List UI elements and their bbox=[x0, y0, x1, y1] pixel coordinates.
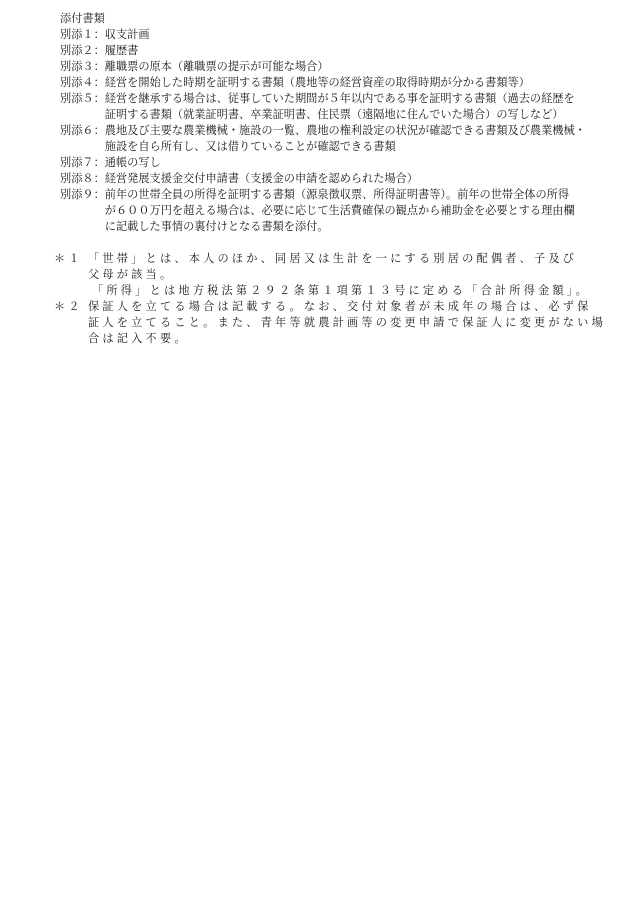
attachments-heading: 添付書類 bbox=[60, 12, 105, 25]
attachment-item bbox=[60, 171, 605, 187]
attachment-item bbox=[60, 75, 605, 91]
attachment-separator: ： bbox=[93, 92, 105, 105]
attachment-separator: ： bbox=[93, 44, 105, 57]
attachment-text: 経営を開始した時期を証明する書類（農地等の経営資産の取得時期が分かる書類等） bbox=[104, 76, 530, 89]
attachment-text: 通帳の写し bbox=[104, 156, 161, 169]
attachment-item bbox=[60, 43, 605, 59]
attachment-text: 履歴書 bbox=[104, 44, 139, 57]
attachment-separator: ： bbox=[93, 76, 105, 89]
attachment-separator: ： bbox=[93, 188, 105, 201]
attachment-key: 別添２ bbox=[60, 44, 94, 57]
attachment-key: 別添７ bbox=[60, 156, 94, 169]
attachment-separator: ： bbox=[93, 124, 105, 137]
attachment-separator: ： bbox=[93, 28, 105, 41]
attachment-item bbox=[60, 187, 605, 235]
attachment-item bbox=[60, 123, 605, 155]
attachment-separator: ： bbox=[93, 60, 105, 73]
attachment-text: 前年の世帯全員の所得を証明する書類（源泉徴収票、所得証明書等）。前年の世帯全体の所得 が６００万円を超える場合は、必要に応じて生活費確保の観点から補助金を必要とする理由欄 に記載した事情の裏付けとなる書類を添付。 bbox=[104, 188, 575, 233]
attachment-item bbox=[60, 155, 605, 171]
footnote-mark: ＊２ bbox=[54, 300, 83, 313]
attachment-key: 別添８ bbox=[60, 172, 94, 185]
attachment-text: 収支計画 bbox=[104, 28, 150, 41]
attachment-text: 経営発展支援金交付申請書（支援金の申請を認められた場合） bbox=[104, 172, 419, 185]
attachment-key: 別添４ bbox=[60, 76, 94, 89]
footnote bbox=[54, 299, 614, 347]
attachment-text: 経営を継承する場合は、従事していた期間が５年以内である事を証明する書類（過去の経歴を 証明する書類（就業証明書、卒業証明書、住民票（遠隔地に住んでいた場合）の写しなど） bbox=[104, 92, 575, 121]
attachment-text: 離職票の原本（離職票の提示が可能な場合） bbox=[104, 60, 329, 73]
attachment-item bbox=[60, 91, 605, 123]
footnotes bbox=[54, 251, 614, 347]
attachment-key: 別添３ bbox=[60, 60, 94, 73]
footnote-text: 「世帯」とは、本人のほか、同居又は生計を一にする別居の配偶者、子及び 父母が該当。 bbox=[88, 252, 578, 281]
attachment-item bbox=[60, 27, 605, 43]
footnote bbox=[54, 251, 614, 283]
footnote-text: 保証人を立てる場合は記載する。なお、交付対象者が未成年の場合は、必ず保 証人を立てること。また、青年等就農計画等の変更申請で保証人に変更がない場 合は記入不要。 bbox=[88, 300, 606, 345]
attachment-separator: ： bbox=[93, 156, 105, 169]
footnote-mark: ＊１ bbox=[54, 252, 83, 265]
attachment-key: 別添５ bbox=[60, 92, 94, 105]
attachment-text: 農地及び主要な農業機械・施設の一覧、農地の権利設定の状況が確認できる書類及び農業機械・ 施設を自ら所有し、又は借りていることが確認できる書類 bbox=[104, 124, 586, 153]
attachment-key: 別添９ bbox=[60, 188, 94, 201]
attachment-separator: ： bbox=[93, 172, 105, 185]
attachment-key: 別添６ bbox=[60, 124, 94, 137]
footnote-subnote: 「所得」とは地方税法第２９２条第１項第１３号に定める「合計所得金額」。 bbox=[92, 284, 590, 297]
attachment-key: 別添１ bbox=[60, 28, 94, 41]
attachment-item bbox=[60, 59, 605, 75]
attachments-list bbox=[60, 27, 605, 235]
